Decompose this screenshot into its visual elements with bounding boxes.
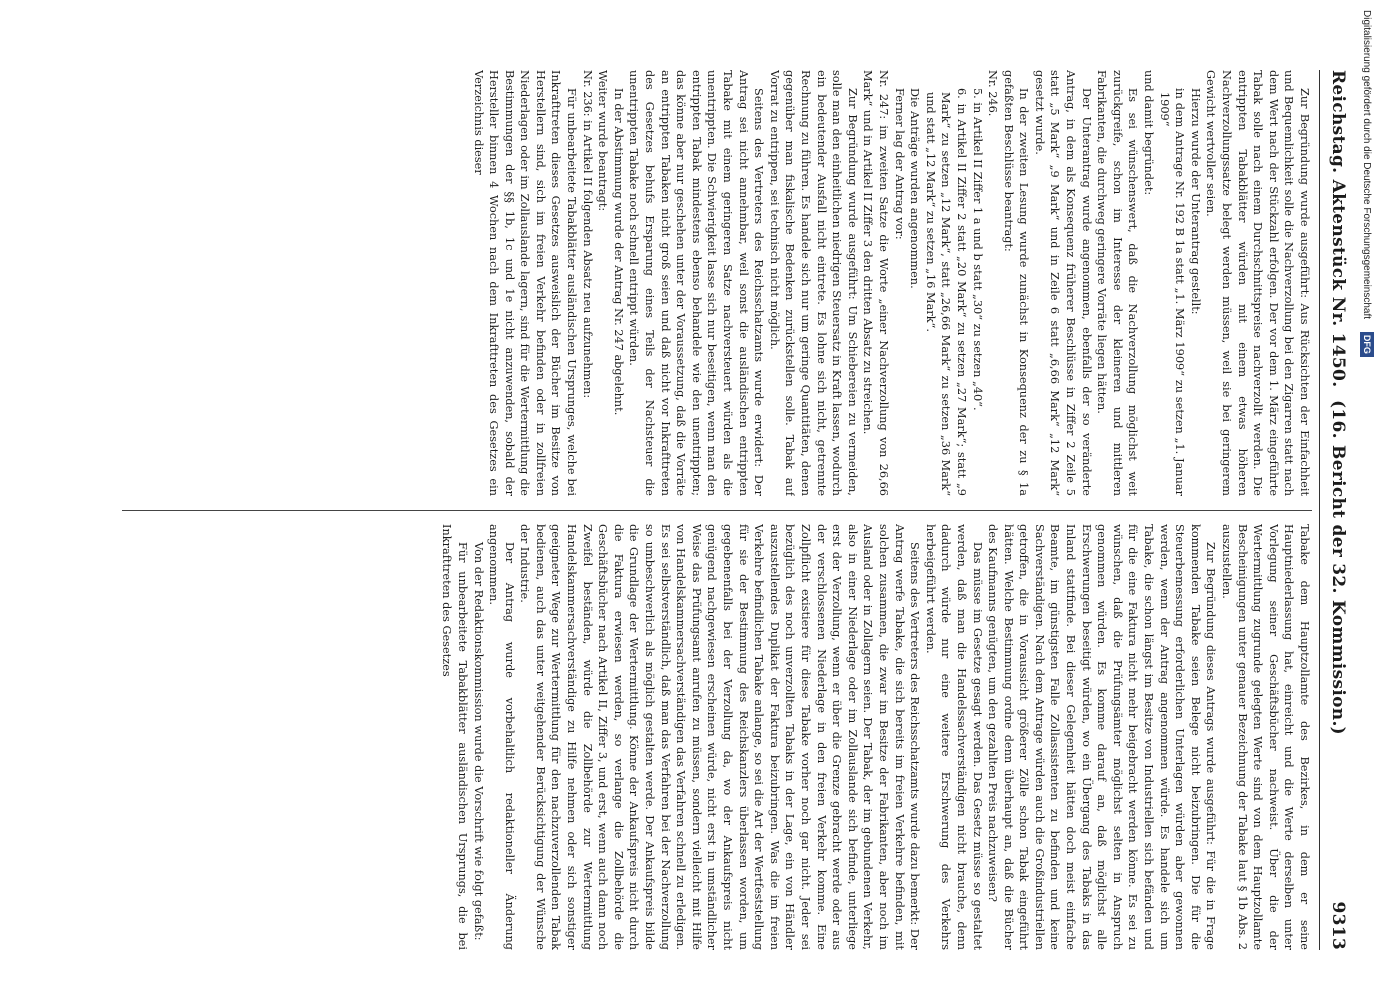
paragraph: Hierzu wurde der Unterantrag gestellt:	[1188, 88, 1202, 315]
paragraph: Der Antrag wurde vorbehaltlich redaktioneller Änderung angenommen.	[487, 524, 516, 950]
paragraph: Tabake dem Hauptzollamte des Bezirkes, in dem er seine Hauptniederlassung hat, einreicht und die Werte derselben unter Vorlegung seiner Geschäftsbücher nachweist. Über die der Wertermittlung zugrunde gelegten Werte sind von dem Hauptzollamte Bescheinigungen unter genauer Bezeichnung der Tabake laut § 1b Abs. 2 auszustellen.	[1220, 524, 1311, 950]
paragraph: Seitens des Vertreters des Reichsschatzamts wurde dazu bemerkt: Der Antrag werfe Tabake, die sich bereits im freien Verkehre befinden, mit solchen zusammen, die zwar im Besitze der Fabrikanten, aber noch im Ausland oder in Zollagern seien. Der Tabak, der im gebundenen Verkehr, also in einer Niederlage oder im Zollauslande sich befinde, unterliege erst der Verzollung, wenn er über die Grenze gebracht werde oder aus der verschlossenen Niederlage in den freien Verkehr komme. Eine Zollpflicht existiere für diese Tabake vorher noch gar nicht. Jeder sei bezüglich des noch unverzollten Tabaks in der Lage, ein von Händler auszustellendes Duplikat der Faktura beizubringen. Was die im freien Verkehre befindlichen Tabake anlange, so sei die Art der Wertfeststellung für sie der Bestimmung des Reichskanzlers überlassen worden, um gegebenenfalls bei der Verzollung da, wo der Ankaufspreis nicht genügend nachgewiesen erscheinen würde, nicht erst in umständlicher Weise das Prüfungsamt anrufen zu müssen, sondern vielleicht mit Hilfe von Handelskammersachverständigen das Verfahren schnell zu erledigen. Es sei selbstverständlich, daß man das Verfahren bei der Nachverzollung so umbeschwerlich als möglich gestalten werde. Der Ankaufspreis bilde die Grundlage der Wertermittlung. Könne der Ankaufspreis nicht durch die Faktura erwiesen werden, so verlange die Zollbehörde die Geschäftsbücher nach Artikel II, Ziffer 3, und erst, wenn auch dann noch Zweifel beständen, würde die Zollbehörde zur Wertermittlung Handelskammersachverständige zu Hilfe nehmen oder sich sonstiger geeigneter Wege zur Wertermittlung für den nachzuverzollenden Tabak bedienen, auch das unter weitgehender Berücksichtigung der Wünsche der Industrie.	[518, 524, 922, 950]
paragraph: Weiter wurde beantragt:	[596, 70, 610, 212]
paragraph: Es sei wünschenswert, daß die Nachverzollung möglichst weit zurückgreife, schon im Interesse der kleineren und mittleren Fabrikanten, die durchweg geringere Vorräte liegen hätten.	[1095, 70, 1140, 496]
paragraph: Das müsse im Gesetze gesagt werden. Das Gesetz müsse so gestaltet werden, daß man die Handelssachverständigen nicht brauche, denn dadurch würde nur eine weitere Erschwerung des Verkehrs herbeigeführt werden.	[923, 524, 984, 950]
paragraph: in dem Antrage Nr. 192 B 1a statt „1. März 1909“ zu setzen „1. Januar 1909“	[1157, 88, 1187, 496]
paragraph: Der Unterantrag wurde angenommen, ebenfalls der so veränderte Antrag, in dem als Konsequenz früherer Beschlüsse in Ziffer 2 Zeile 5 statt „5 Mark“ „9 Mark“ und in Zeile 6 statt „6,66 Mark“ „12 Mark“ gesetzt wurde.	[1032, 70, 1093, 496]
column-divider	[122, 510, 1312, 511]
paragraph: Ferner lag der Antrag vor:	[892, 88, 906, 240]
scanned-page	[100, 70, 1350, 950]
paragraph: Nr. 236: in Artikel II folgenden Absatz neu aufzunehmen:	[580, 70, 594, 399]
paragraph: Zur Begründung dieses Antrags wurde ausgeführt: Für die in Frage kommenden Tabake seien Belege nicht beizubringen. Die für die Steuerbemessung erforderlichen Unterlagen würden aber gewonnen werden, wenn der Antrag angenommen würde. Es handele sich um Tabake, die schon längst im Besitze von Industriellen sich befänden und für die eine Faktura nicht mehr beigebracht werden könne. Es sei zu wünschen, daß die Prüfungsämter möglichst selten in Anspruch genommen würden. Es komme darauf an, daß möglichst alle Erschwerungen beseitigt würden, wo ein Übergang des Tabaks in das Inland stattfinde. Bei dieser Gelegenheit hätten doch meist einfache Beamte, im günstigsten Falle Zollassistenten zu befinden und keine Sachverständigen. Nach dem Antrage würden auch die Großindustriellen getroffen, die in Voraussicht größerer Zölle schon Tabak eingeführt hätten. Welche Bestimmung ordne denn überhaupt an, daß die Bücher des Kaufmanns genügten, um den gezahlten Preis nachzuweisen?	[986, 524, 1218, 950]
paragraph: Für unbearbeitete Tabakblätter ausländischen Ursprungs, die bei Inkrafttreten des Gesetzes	[440, 524, 469, 950]
digitization-credit	[1355, 10, 1377, 990]
paragraph: Nr. 247: im zweiten Satze die Worte „einer Nachverzollung von 26,66 Mark“ und in Artikel II Ziffer 3 den dritten Absatz zu streichen.	[861, 70, 890, 496]
page-number: 9313	[1328, 901, 1348, 950]
paragraph: Für unbearbeitete Tabakblätter ausländischen Ursprunges, welche bei Inkrafttreten dieses Gesetzes ausweislich der Bücher im Besitze von Herstellern sind, sich im freien Verkehr befinden oder in zollfreien Niederlagen oder im Zollauslande lagern, sind für die Wertermittlung die Bestimmungen der §§ 1b, 1c und 1e nicht anzuwenden, sobald der Hersteller binnen 4 Wochen nach dem Inkrafttreten des Gesetzes ein Verzeichnis dieser	[471, 70, 579, 496]
paragraph: Zur Begründung wurde ausgeführt: Um Schiebereien zu vermeiden, solle man den einheitlichen niedrigen Steuersatz in Kraft lassen, wodurch ein bedeutender Ausfall nicht eintrete. Es lohne sich nicht, getrennte Rechnung zu führen. Es handele sich nur um geringe Quantitäten, denen gegenüber man fiskalische Bedenken zurückstellen solle. Tabak auf Vorrat zu entrippen, sei technisch nicht möglich.	[767, 70, 859, 496]
paragraph: 6. in Artikel II Ziffer 2 statt „20 Mark“ zu setzen „27 Mark“; statt „9 Mark“ zu setzen „12 Mark“, statt „26,66 Mark“ zu setzen „36 Mark“ und statt „12 Mark“ zu setzen „16 Mark“.	[923, 88, 968, 496]
header-rule	[1319, 70, 1320, 950]
paragraph: Zur Begründung wurde ausgeführt: Aus Rücksichten der Einfachheit und Bequemlichkeit solle die Nachverzollung bei den Zigarren statt nach dem Wert nach der Stückzahl erfolgen. Der vor dem 1. März eingeführte Tabak solle nach einem Durchschnittspreise nachverzollt werden. Die entrippten Tabakblätter würden mit einem etwas höheren Nachverzollungssatze belegt werden müssen, weil sie bei geringerem Gewicht wertvoller seien.	[1204, 70, 1311, 496]
left-column	[122, 70, 1312, 496]
header-title: Reichstag. Aktenstück Nr. 1450.	[1328, 70, 1348, 388]
right-column	[122, 524, 1312, 950]
paragraph: Nr. 246.	[986, 70, 1000, 117]
paragraph: In der Abstimmung wurde der Antrag Nr. 247 abgelehnt.	[611, 88, 625, 416]
paragraph: 5. in Artikel II Ziffer 1 a und b statt „30“ zu setzen „40“.	[970, 88, 984, 411]
header-report: (16. Bericht der 32. Kommission.)	[1328, 400, 1348, 736]
paragraph: und damit begründet:	[1142, 70, 1156, 196]
paragraph: Seitens des Vertreters des Reichsschatzamts wurde erwidert: Der Antrag sei nicht annehmbar, weil sonst die ausländischen entrippten Tabake mit einem geringeren Satze nachversteuert würden als die unentrippten. Die Schwierigkeit lasse sich nur beseitigen, wenn man den entrippten Tabak mindestens ebenso behandele wie den unentrippten; das könne aber nur geschehen unter der Voraussetzung, daß die Vorräte an entrippten Tabaken nicht groß seien und daß nicht vor Inkrafttreten des Gesetzes behufs Ersparung eines Teils der Nachsteuer die unentrippten Tabake noch schnell entrippt würden.	[627, 70, 766, 496]
page-header	[1322, 70, 1350, 950]
paragraph: Die Anträge wurden angenommen.	[908, 88, 922, 289]
dfg-logo: DFG	[1360, 332, 1374, 357]
paragraph: In der zweiten Lesung wurde zunächst in Konsequenz der zu § 1a gefaßten Beschlüsse beantragt:	[1001, 70, 1031, 496]
paragraph: Von der Redaktionskommission wurde die Vorschrift wie folgt gefaßt:	[471, 542, 485, 941]
credit-text: Digitalisierung gefördert durch die Deutsche Forschungsgemeinschaft	[1361, 10, 1372, 320]
